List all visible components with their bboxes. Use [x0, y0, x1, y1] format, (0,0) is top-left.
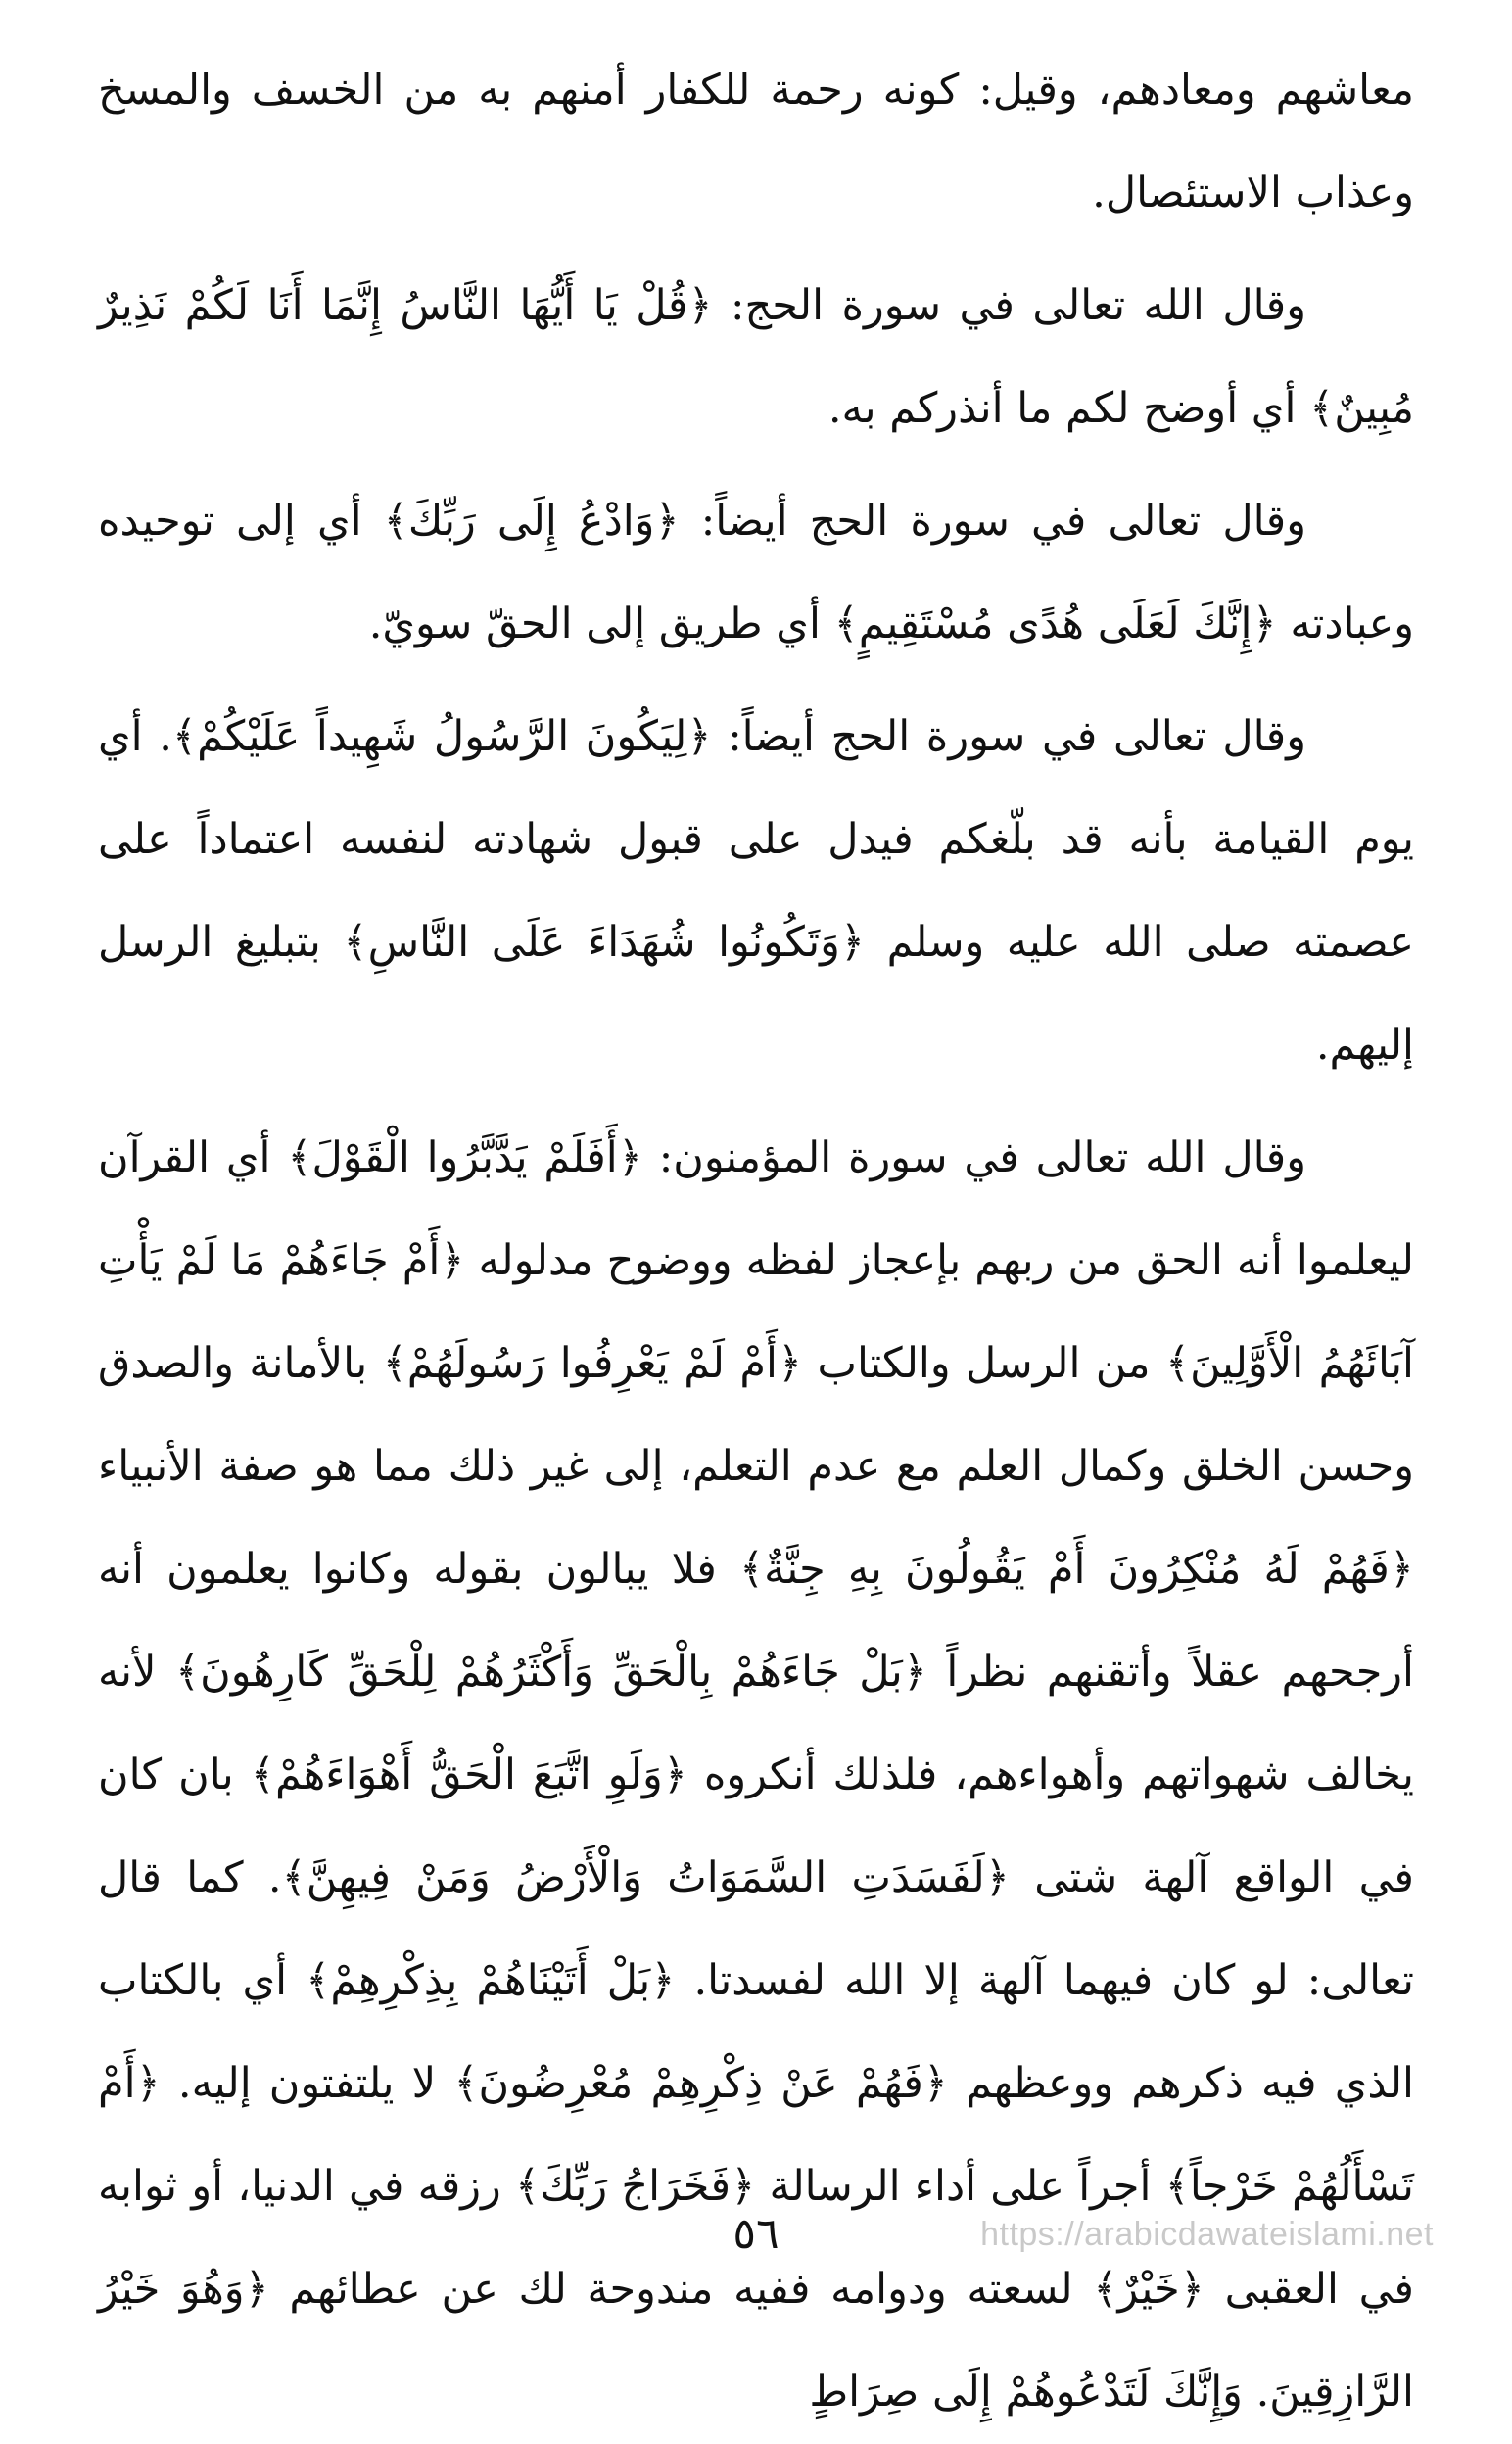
paragraph-hajj-2: وقال تعالى في سورة الحج أيضاً: ﴿وَادْعُ إِلَى رَبِّكَ﴾ أي إلى توحيده وعبادته ﴿إِنَّكَ لَعَلَى هُدًى مُسْتَقِيمٍ﴾ أي طريق إلى الحقّ سويّ.: [98, 497, 1414, 648]
paragraph-hajj-1: وقال الله تعالى في سورة الحج: ﴿قُلْ يَا أَيُّهَا النَّاسُ إِنَّمَا أَنَا لَكُمْ نَذِيرٌ مُبِينٌ﴾ أي أوضح لكم ما أنذركم به.: [98, 281, 1414, 433]
paragraph-continuation: معاشهم ومعادهم، وقيل: كونه رحمة للكفار أمنهم به من الخسف والمسخ وعذاب الاستئصال.: [98, 66, 1414, 217]
paragraph-hajj-3: وقال تعالى في سورة الحج أيضاً: ﴿لِيَكُونَ الرَّسُولُ شَهِيداً عَلَيْكُمْ﴾. أي يوم القيامة بأنه قد بلّغكم فيدل على قبول شهادته لنفسه اعتماداً على عصمته صلى الله عليه وسلم ﴿وَتَكُونُوا شُهَدَاءَ عَلَى النَّاسِ﴾ بتبليغ الرسل إليهم.: [98, 712, 1414, 1070]
page-number: ٥٦: [732, 2209, 780, 2259]
paragraph-muminun: وقال الله تعالى في سورة المؤمنون: ﴿أَفَلَمْ يَدَّبَّرُوا الْقَوْلَ﴾ أي القرآن ليعلموا أنه الحق من ربهم بإعجاز لفظه ووضوح مدلوله ﴿أَمْ جَاءَهُمْ مَا لَمْ يَأْتِ آبَائَهُمُ الْأَوَّلِينَ﴾ من الرسل والكتاب ﴿أَمْ لَمْ يَعْرِفُوا رَسُولَهُمْ﴾ بالأمانة والصدق وحسن الخلق وكمال العلم مع عدم التعلم، إلى غير ذلك مما هو صفة الأنبياء ﴿فَهُمْ لَهُ مُنْكِرُونَ أَمْ يَقُولُونَ بِهِ جِنَّةٌ﴾ فلا يبالون بقوله وكانوا يعلمون أنه أرجحهم عقلاً وأتقنهم نظراً ﴿بَلْ جَاءَهُمْ بِالْحَقِّ وَأَكْثَرُهُمْ لِلْحَقِّ كَارِهُونَ﴾ لأنه يخالف شهواتهم وأهواءهم، فلذلك أنكروه ﴿وَلَوِ اتَّبَعَ الْحَقُّ أَهْوَاءَهُمْ﴾ بان كان في الواقع آلهة شتى ﴿لَفَسَدَتِ السَّمَوَاتُ وَالْأَرْضُ وَمَنْ فِيهِنَّ﴾. كما قال تعالى: لو كان فيهما آلهة إلا الله لفسدتا. ﴿بَلْ أَتَيْنَاهُمْ بِذِكْرِهِمْ﴾ أي بالكتاب الذي فيه ذكرهم ووعظهم ﴿فَهُمْ عَنْ ذِكْرِهِمْ مُعْرِضُونَ﴾ لا يلتفتون إليه. ﴿أَمْ تَسْأَلُهُمْ خَرْجاً﴾ أجراً على أداء الرسالة ﴿فَخَرَاجُ رَبِّكَ﴾ رزقه في الدنيا، أو ثوابه في العقبى ﴿خَيْرٌ﴾ لسعته ودوامه ففيه مندوحة لك عن عطائهم ﴿وَهُوَ خَيْرُ الرَّازِقِينَ. وَإِنَّكَ لَتَدْعُوهُمْ إِلَى صِرَاطٍ: [98, 1133, 1414, 2417]
body-text: [98, 39, 1414, 2444]
watermark-url: https://arabicdawateislami.net: [980, 2216, 1434, 2253]
